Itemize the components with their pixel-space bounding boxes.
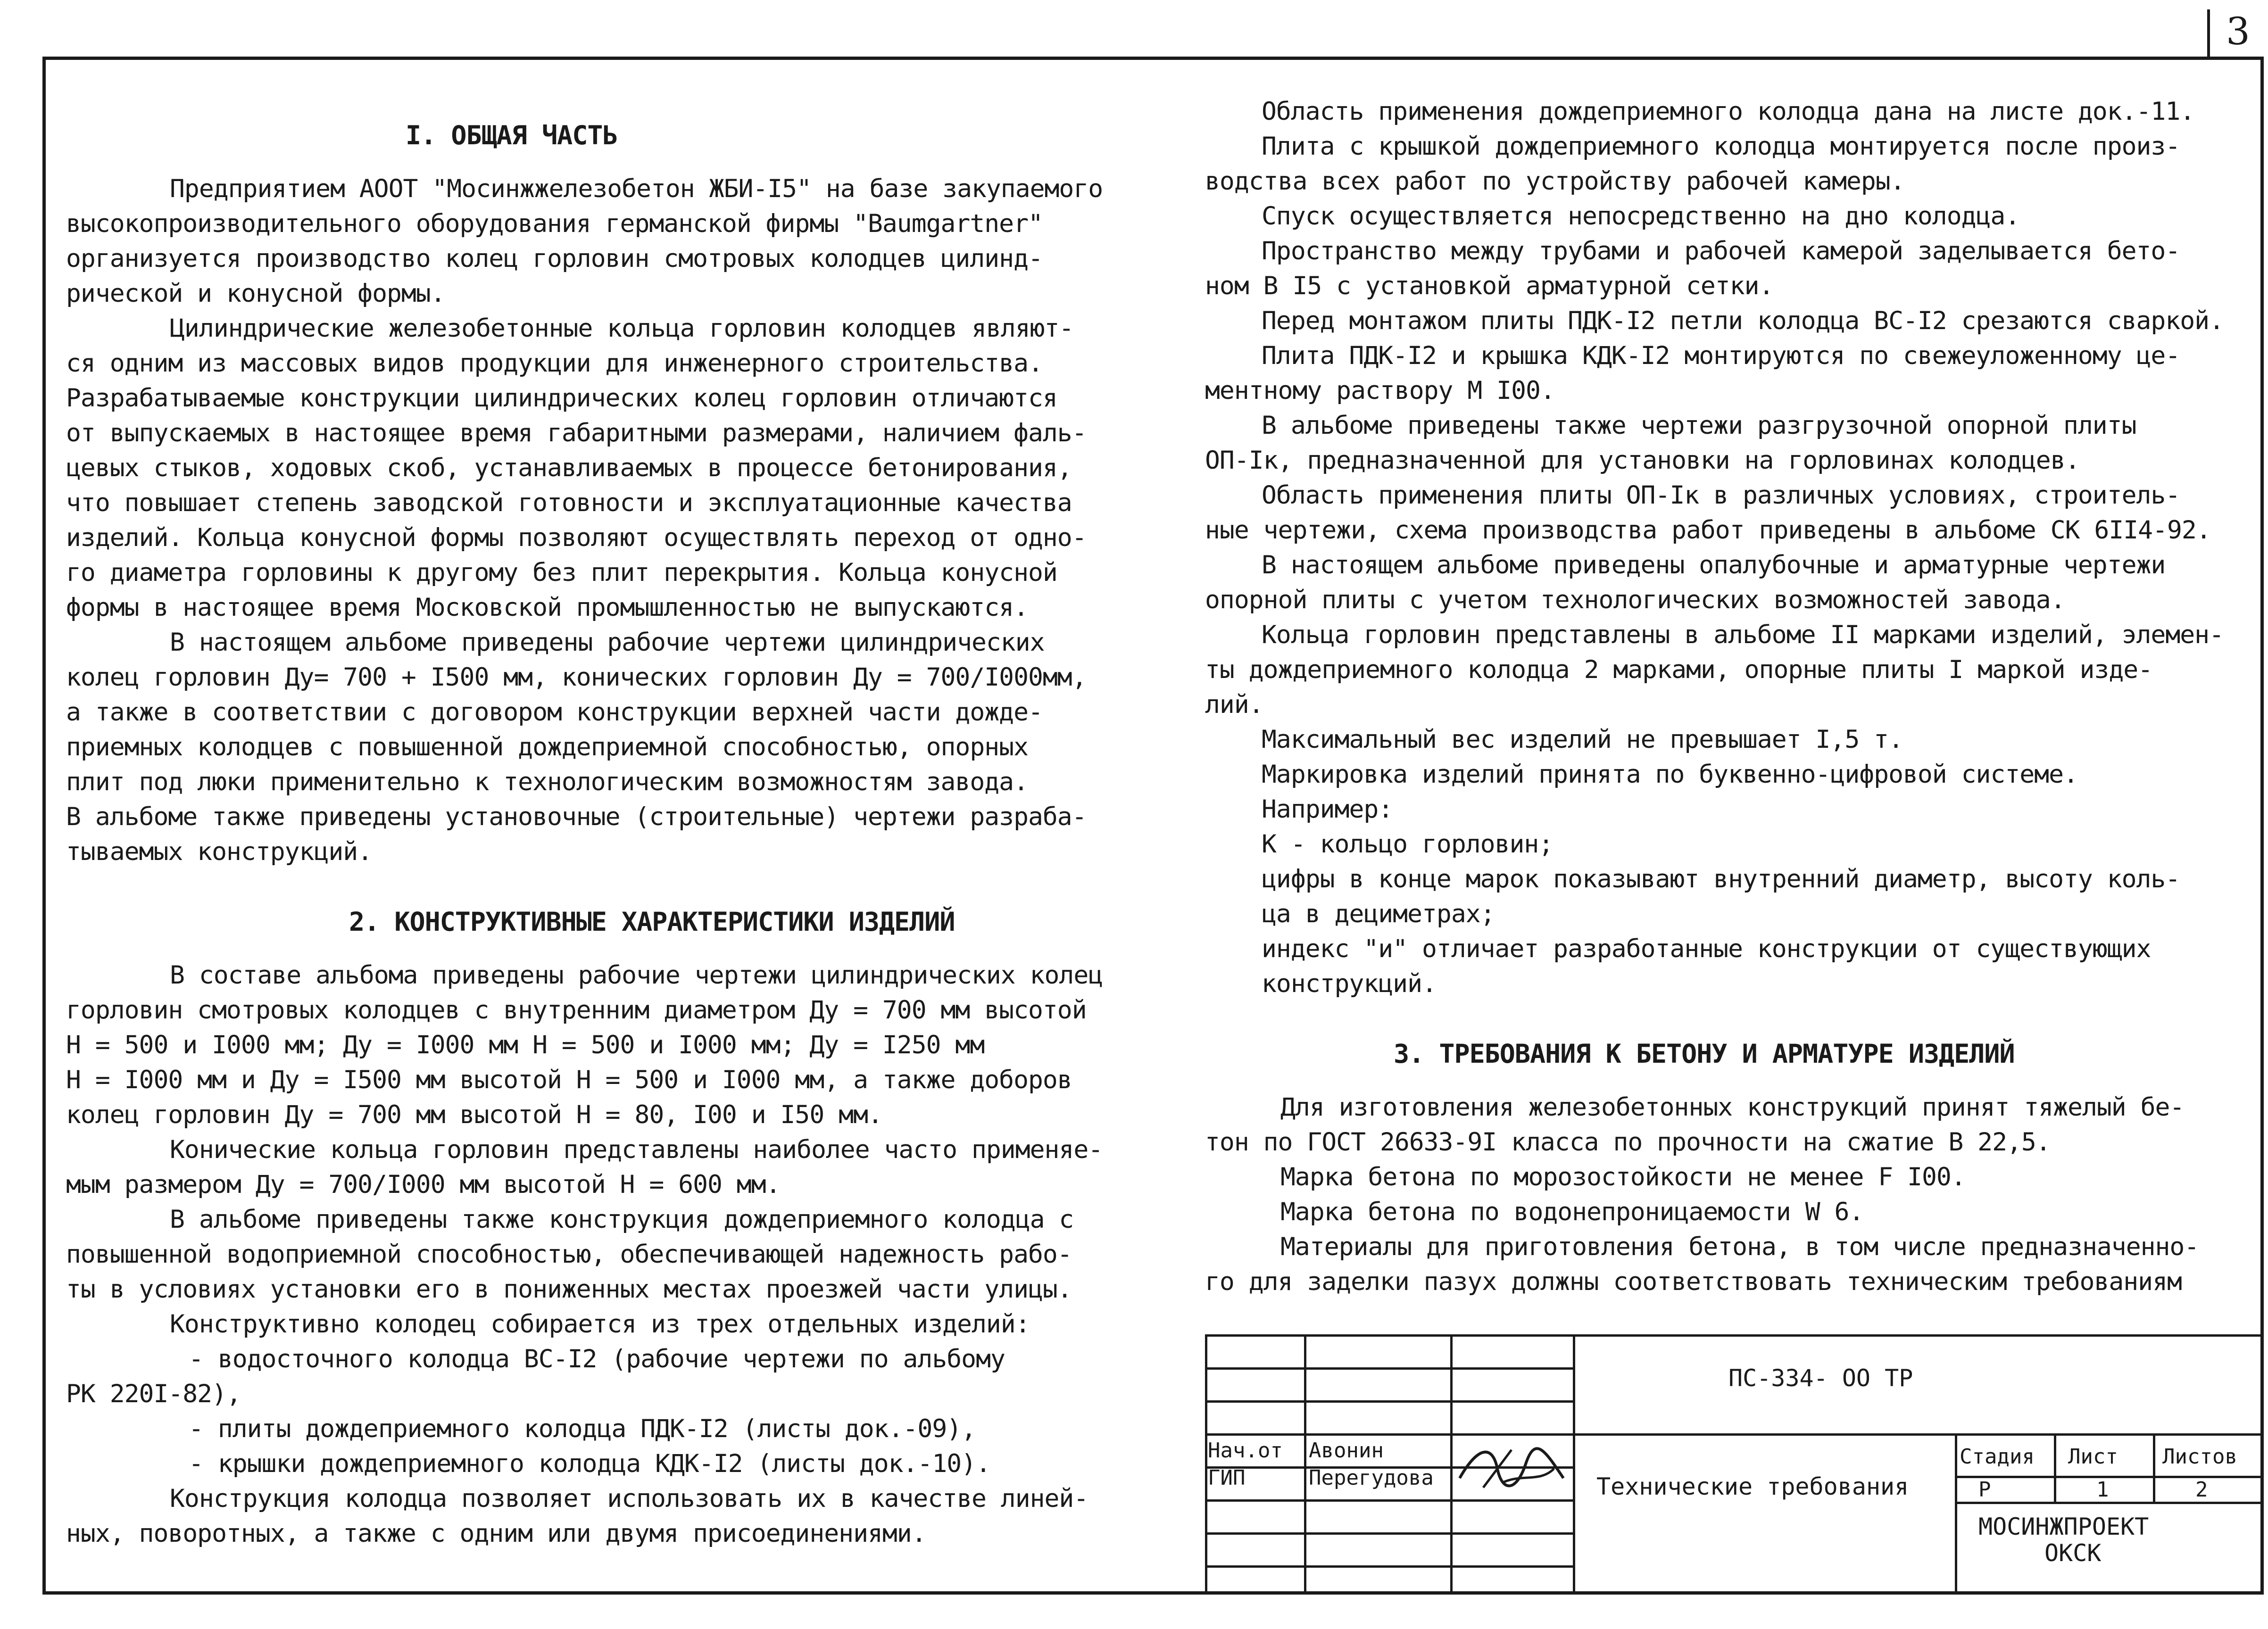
text-line: Конструкция колодца позволяет использовать их в качестве линей- [170, 1484, 1088, 1513]
section-2-heading: 2. КОНСТРУКТИВНЫЕ ХАРАКТЕРИСТИКИ ИЗДЕЛИЙ [349, 907, 955, 937]
text-line: лий. [1205, 690, 1263, 719]
signature-icon [1450, 1436, 1573, 1502]
text-line: Конструктивно колодец собирается из трех отдельных изделий: [170, 1310, 1030, 1339]
text-line: ца в дециметрах; [1262, 900, 1495, 928]
text-line: Перед монтажом плиты ПДК-I2 петли колодца ВС-I2 срезаются сваркой. [1262, 306, 2224, 335]
text-line: формы в настоящее время Московской промышленностью не выпускаются. [66, 593, 1028, 622]
text-line: Область применения плиты ОП-Iк в различных условиях, строитель- [1262, 481, 2180, 510]
text-line: Н = I000 мм и Ду = I500 мм высотой Н = 500 и I000 мм, а также доборов [66, 1066, 1072, 1094]
text-line: индекс "и" отличает разработанные конструкции от существующих [1262, 934, 2151, 963]
text-line: Плита ПДК-I2 и крышка КДК-I2 монтируются по свежеуложенному це- [1262, 341, 2180, 370]
text-line: Цилиндрические железобетонные кольца горловин колодцев являют- [170, 314, 1074, 343]
title-block [1205, 1334, 2261, 1593]
text-line: Конические кольца горловин представлены наиболее часто применяе- [170, 1135, 1103, 1164]
text-line: изделий. Кольца конусной формы позволяют осуществлять переход от одно- [66, 523, 1087, 552]
name-chief-engineer: Перегудова [1309, 1466, 1434, 1490]
text-line: ся одним из массовых видов продукции для инженерного строительства. [66, 349, 1043, 378]
text-line: водства всех работ по устройству рабочей камеры. [1205, 167, 1905, 196]
sheet-header: Лист [2068, 1445, 2118, 1469]
text-line: Спуск осуществляется непосредственно на дно колодца. [1262, 202, 2020, 231]
text-line: ты дождеприемного колодца 2 марками, опорные плиты I маркой изде- [1205, 655, 2153, 684]
text-line: РК 220I-82), [66, 1380, 241, 1408]
frame-top-line [42, 57, 2264, 60]
text-line: Для изготовления железобетонных конструкций принят тяжелый бе- [1280, 1093, 2185, 1122]
text-line: Плита с крышкой дождеприемного колодца монтируется после произ- [1262, 132, 2180, 161]
text-line: рической и конусной формы. [66, 279, 445, 308]
text-line: го диаметра горловины к другому без плит перекрытия. Кольца конусной [66, 558, 1057, 587]
role-chief-engineer: ГИП [1208, 1466, 1246, 1490]
text-line: приемных колодцев с повышенной дождеприемной способностью, опорных [66, 733, 1028, 761]
text-line: В альбоме приведены также чертежи разгрузочной опорной плиты [1262, 411, 2136, 440]
text-line: цифры в конце марок показывают внутренний диаметр, высоту коль- [1262, 865, 2180, 893]
frame-left-line [42, 57, 46, 1593]
text-line: В настоящем альбоме приведены опалубочные и арматурные чертежи [1262, 551, 2166, 579]
text-line: Разрабатываемые конструкции цилиндрических колец горловин отличаются [66, 384, 1057, 413]
text-line: Н = 500 и I000 мм; Ду = I000 мм Н = 500 и I000 мм; Ду = I250 мм [66, 1031, 985, 1059]
text-line: ном В I5 с установкой арматурной сетки. [1205, 272, 1774, 300]
text-line: Марка бетона по морозостойкости не менее F I00. [1280, 1163, 1966, 1191]
section-1-heading: I. ОБЩАЯ ЧАСТЬ [406, 120, 618, 150]
text-line: плит под люки применительно к технологическим возможностям завода. [66, 768, 1028, 796]
text-line: что повышает степень заводской готовности и эксплуатационные качества [66, 488, 1072, 517]
text-line: колец горловин Ду = 700 мм высотой Н = 80, I00 и I50 мм. [66, 1100, 882, 1129]
stage-value: Р [1978, 1478, 1991, 1502]
stage-header: Стадия [1960, 1445, 2035, 1469]
doc-title: Технические требования [1596, 1473, 1909, 1500]
text-line: Предприятием АООТ "Мосинжжелезобетон ЖБИ-I5" на базе закупаемого [170, 174, 1103, 203]
text-line: В составе альбома приведены рабочие чертежи цилиндрических колец [170, 961, 1103, 990]
text-line: Пространство между трубами и рабочей камерой заделывается бето- [1262, 237, 2180, 265]
text-line: Например: [1262, 795, 1393, 824]
sheets-value: 2 [2195, 1478, 2208, 1502]
text-line: опорной плиты с учетом технологических возможностей завода. [1205, 586, 2065, 614]
text-line: Материалы для приготовления бетона, в том числе предназначенно- [1280, 1232, 2199, 1261]
organization-department: ОКСК [2044, 1539, 2102, 1567]
text-line: К - кольцо горловин; [1262, 830, 1554, 859]
text-line: В альбоме также приведены установочные (строительные) чертежи разраба- [66, 802, 1087, 831]
text-line: Область применения дождеприемного колодца дана на листе док.-11. [1262, 97, 2195, 126]
text-line: тываемых конструкций. [66, 837, 373, 866]
section-3-heading: 3. ТРЕБОВАНИЯ К БЕТОНУ И АРМАТУРЕ ИЗДЕЛИЙ [1394, 1039, 2015, 1069]
text-line: - крышки дождеприемного колодца КДК-I2 (листы док.-10). [189, 1449, 990, 1478]
text-line: мым размером Ду = 700/I000 мм высотой Н = 600 мм. [66, 1170, 781, 1199]
text-line: ты в условиях установки его в пониженных местах проезжей части улицы. [66, 1275, 1072, 1304]
text-line: организуется производство колец горловин смотровых колодцев цилинд- [66, 244, 1043, 273]
text-line: а также в соответствии с договором конструкции верхней части дожде- [66, 698, 1043, 727]
text-line: конструкций. [1262, 969, 1437, 998]
text-line: тон по ГОСТ 26633-9I класса по прочности на сжатие В 22,5. [1205, 1128, 2051, 1157]
text-line: го для заделки пазух должны соответствовать техническим требованиям [1205, 1267, 2182, 1296]
text-line: высокопроизводительного оборудования германской фирмы "Baumgartner" [66, 209, 1043, 238]
text-line: цевых стыков, ходовых скоб, устанавливаемых в процессе бетонирования, [66, 454, 1072, 482]
text-line: от выпускаемых в настоящее время габаритными размерами, наличием фаль- [66, 419, 1087, 447]
text-line: ментному раствору М I00. [1205, 376, 1555, 405]
name-head-of-department: Авонин [1309, 1439, 1384, 1463]
text-line: - плиты дождеприемного колодца ПДК-I2 (листы док.-09), [189, 1414, 976, 1443]
page-number: 3 [2226, 9, 2250, 53]
text-line: Марка бетона по водонепроницаемости W 6. [1280, 1198, 1864, 1226]
text-line: Максимальный вес изделий не превышает I,5 т. [1262, 725, 1903, 754]
text-line: В альбоме приведены также конструкция дождеприемного колодца с [170, 1205, 1074, 1234]
left-column [66, 118, 1113, 1551]
text-line: - водосточного колодца ВС-I2 (рабочие чертежи по альбому [189, 1345, 1005, 1373]
text-line: колец горловин Ду= 700 + I500 мм, конических горловин Ду = 700/I000мм, [66, 663, 1087, 692]
organization-name: МОСИНЖПРОЕКТ [1978, 1513, 2149, 1540]
role-head-of-department: Нач.от [1208, 1439, 1283, 1463]
text-line: ОП-Iк, предназначенной для установки на горловинах колодцев. [1205, 446, 2080, 475]
text-line: Маркировка изделий принята по буквенно-цифровой системе. [1262, 760, 2078, 789]
sheet-value: 1 [2096, 1478, 2109, 1502]
right-column [1205, 94, 2224, 1299]
sheets-header: Листов [2162, 1445, 2237, 1469]
text-line: ные чертежи, схема производства работ приведены в альбоме СК 6II4-92. [1205, 516, 2211, 545]
text-line: горловин смотровых колодцев с внутренним диаметром Ду = 700 мм высотой [66, 996, 1087, 1025]
text-line: В настоящем альбоме приведены рабочие чертежи цилиндрических [170, 628, 1045, 657]
text-line: ных, поворотных, а также с одним или двумя присоединениями. [66, 1519, 926, 1548]
doc-code: ПС-334- ОО ТР [1728, 1364, 1913, 1392]
text-line: повышенной водоприемной способностью, обеспечивающей надежность рабо- [66, 1240, 1072, 1269]
text-line: Кольца горловин представлены в альбоме II марками изделий, элемен- [1262, 620, 2224, 649]
